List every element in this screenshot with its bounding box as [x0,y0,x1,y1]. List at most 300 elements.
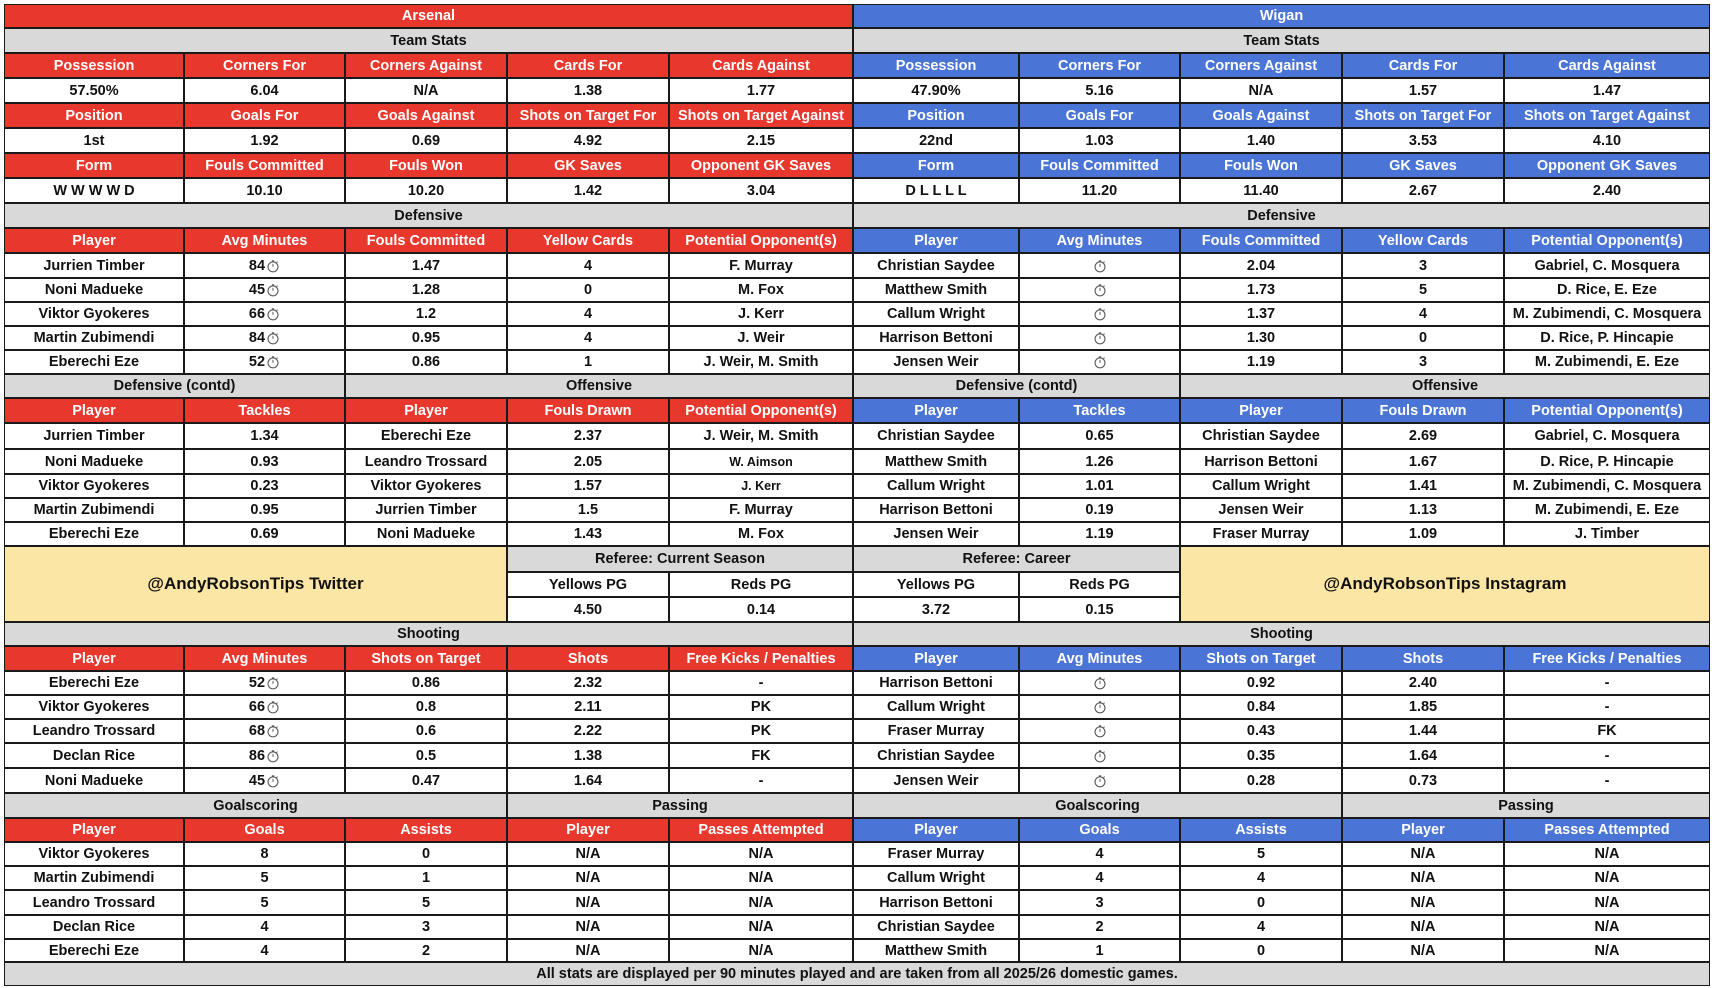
table-cell [1342,768,1504,793]
stat-header-text: Possession [895,57,977,74]
stopwatch-icon [1093,724,1107,738]
ref-header-text: Yellows PG [548,576,628,593]
table-cell-text: FK [751,747,771,764]
stat-header [1180,153,1342,178]
stat-header-text: Fouls Committed [1040,157,1159,174]
table-cell [1504,522,1710,546]
table-cell [669,278,853,302]
table-cell-text: 1.19 [1246,354,1276,370]
stat-header-text: Position [907,107,965,124]
table-cell [1504,449,1710,474]
stat-value-text: 1.42 [573,182,603,199]
col-header [669,228,853,253]
table-cell [853,302,1019,326]
table-cell [1180,939,1342,962]
table-cell [669,743,853,768]
table-cell-text: 5 [260,894,269,911]
table-cell [853,498,1019,522]
col-header [184,398,345,423]
stat-header [184,153,345,178]
ref-value [507,597,669,622]
table-cell-text: 1.57 [573,478,603,494]
table-cell-text: 1 [1095,942,1104,959]
table-cell [669,522,853,546]
stat-value [184,78,345,103]
table-cell-text: 4 [1418,306,1428,322]
col-header [669,398,853,423]
col-header [853,818,1019,842]
stat-header-text: Cards Against [712,57,810,74]
table-cell-text: 1.01 [1085,478,1114,494]
table-cell [345,449,507,474]
table-cell [853,449,1019,474]
stopwatch-icon [266,259,280,273]
table-cell-text: 0.6 [415,723,437,739]
table-cell-text: Christian Saydee [877,919,995,935]
table-cell-text: 1 [421,870,431,886]
table-cell-text: - [1604,699,1610,715]
section-goalscoring-wigan [853,793,1342,818]
table-cell-text: 1.73 [1246,282,1276,298]
table-cell-text: 1.64 [1408,747,1438,764]
section-defensive-contd-wigan-text: Defensive (contd) [955,378,1078,394]
table-cell [4,326,184,350]
table-cell [4,743,184,768]
col-header [184,818,345,842]
table-cell-text: M. Fox [738,282,784,298]
stat-value-text: 1.92 [250,132,279,149]
stat-header [345,103,507,128]
stat-header-text: Corners Against [369,57,483,74]
stat-value-text: 1st [83,132,105,149]
stat-value [1504,128,1710,153]
table-cell [184,522,345,546]
table-cell [507,253,669,278]
col-header-text: Player [914,822,958,838]
stat-value [669,128,853,153]
section-offensive-wigan-text: Offensive [1411,378,1479,394]
table-cell-text: Harrison Bettoni [879,330,993,346]
stat-header-text: Shots on Target Against [678,107,844,124]
stat-header [1019,53,1180,78]
table-cell [507,939,669,962]
table-cell-text: Jensen Weir [893,354,979,370]
team-title-wigan [853,4,1710,28]
col-header [507,228,669,253]
table-cell [1019,474,1180,498]
stat-header [669,53,853,78]
table-cell [669,768,853,793]
table-cell [1019,743,1180,768]
col-header-text: Player [914,232,958,249]
stat-value [345,128,507,153]
table-cell-text: M. Zubimendi, E. Eze [1534,354,1680,370]
table-cell-text: Declan Rice [52,747,136,764]
stat-value [4,128,184,153]
col-header [4,398,184,423]
col-header-text: Shots [1402,650,1444,667]
stopwatch-icon [266,331,280,345]
stat-header [507,53,669,78]
table-cell [1180,423,1342,449]
stopwatch-icon [266,724,280,738]
table-cell-text: 1.41 [1408,478,1438,494]
table-cell-text: Fraser Murray [887,846,985,862]
stat-header [184,103,345,128]
col-header [345,398,507,423]
table-cell [507,695,669,719]
table-cell-text: - [758,675,764,691]
table-cell-text: N/A [1594,942,1620,959]
stat-value [853,178,1019,203]
table-cell [1504,350,1710,374]
table-cell-text: 0.8 [415,699,437,715]
table-cell [345,768,507,793]
table-cell [184,278,345,302]
table-cell [345,498,507,522]
stat-header-text: Cards Against [1558,57,1656,74]
table-cell [853,866,1019,890]
stat-header [1342,103,1504,128]
stopwatch-icon [1093,283,1107,297]
table-cell [345,695,507,719]
table-cell-text: 1.13 [1408,502,1438,518]
table-cell-text: N/A [748,894,774,911]
stat-header [4,53,184,78]
table-cell [669,326,853,350]
table-cell [1019,498,1180,522]
ref-header [669,572,853,597]
table-cell [4,768,184,793]
table-cell [184,671,345,695]
table-cell [4,939,184,962]
table-cell-text: 45 [248,282,266,298]
col-header-text: Fouls Committed [1201,232,1321,249]
stat-value-text: 1.47 [1592,82,1622,99]
stat-value-text: 1.38 [573,82,603,99]
table-cell-text: 0.19 [1085,502,1114,518]
table-cell [507,671,669,695]
col-header [1019,398,1180,423]
col-header-text: Yellow Cards [1377,232,1469,249]
table-cell-text: N/A [1410,942,1436,959]
stat-value [1019,178,1180,203]
section-passing-arsenal-text: Passing [652,797,708,814]
table-cell-text: 1.85 [1408,699,1438,715]
stat-value-text: 22nd [919,132,953,149]
stat-header [345,53,507,78]
table-cell-text: 0.23 [250,478,279,494]
table-cell [1019,915,1180,939]
section-defensive-arsenal-text: Defensive [394,207,463,224]
table-cell [1019,423,1180,449]
stat-header [1504,103,1710,128]
stat-header [669,153,853,178]
table-cell-text: Leandro Trossard [32,894,156,911]
table-cell [1342,866,1504,890]
table-cell-text: 0.35 [1246,747,1276,764]
stat-header [1342,153,1504,178]
col-header-text: Tackles [238,402,291,419]
table-cell [345,350,507,374]
table-cell [1019,939,1180,962]
table-cell-text: 3 [1095,894,1104,911]
col-header-text: Avg Minutes [221,232,308,249]
table-cell [4,474,184,498]
stat-value [1180,178,1342,203]
table-cell [507,449,669,474]
table-cell-text: J. Timber [1574,526,1640,542]
table-cell [669,350,853,374]
table-cell-text: Viktor Gyokeres [38,699,150,715]
table-cell-text: 0.43 [1246,723,1276,739]
table-cell [1342,522,1504,546]
col-header [1180,646,1342,671]
table-cell-text: Christian Saydee [877,747,995,764]
table-cell-text: Callum Wright [886,478,985,494]
stat-value [1180,78,1342,103]
col-header-text: Player [914,650,958,667]
table-cell [1342,890,1504,915]
stat-value [669,178,853,203]
table-cell [507,866,669,890]
table-cell-text: W. Aimson [729,454,793,469]
col-header-text: Potential Opponent(s) [685,232,837,249]
table-cell [1504,474,1710,498]
table-cell [4,302,184,326]
table-cell-text: Matthew Smith [884,942,988,959]
col-header-text: Player [1239,402,1283,419]
table-cell-text: J. Weir, M. Smith [703,354,819,370]
stat-value-text: 4.92 [573,132,603,149]
section-team-stats-wigan [853,28,1710,53]
table-cell-text: Eberechi Eze [48,354,140,370]
table-cell [4,423,184,449]
col-header-text: Avg Minutes [221,650,308,667]
table-cell-text: 5 [421,894,431,911]
table-cell [4,449,184,474]
table-cell [1019,695,1180,719]
table-cell-text: Harrison Bettoni [879,502,993,518]
table-cell-text: Noni Madueke [44,772,144,789]
table-cell-text: 0 [1256,894,1266,911]
table-cell-text: Viktor Gyokeres [38,478,150,494]
section-defensive-wigan-text: Defensive [1247,207,1316,224]
table-cell-text: Viktor Gyokeres [38,306,150,322]
col-header [507,398,669,423]
section-passing-wigan [1342,793,1710,818]
table-cell [853,768,1019,793]
col-header-text: Fouls Drawn [1379,402,1467,419]
table-cell-text: 4 [1095,870,1104,886]
ref-value [1019,597,1180,622]
table-cell-text: 52 [248,675,266,691]
table-cell-text: - [1604,772,1610,789]
table-cell-text: 68 [248,723,266,739]
instagram-promo-text: @AndyRobsonTips Instagram [1323,574,1567,593]
stat-header [507,153,669,178]
table-cell [184,326,345,350]
table-cell-text: 1.5 [577,502,599,518]
table-cell-text: J. Kerr [738,306,784,322]
col-header-text: Shots on Target [1206,650,1316,667]
stat-header-text: Goals Against [1212,107,1310,124]
col-header [1019,818,1180,842]
table-cell [853,423,1019,449]
table-cell-text: Eberechi Eze [380,428,472,444]
table-cell [184,302,345,326]
section-offensive-wigan [1180,374,1710,398]
col-header-text: Fouls Committed [366,232,486,249]
section-defensive-contd-arsenal [4,374,345,398]
table-cell-text: M. Zubimendi, E. Eze [1534,502,1680,518]
stat-header-text: Shots on Target For [1354,107,1492,124]
table-cell [1180,866,1342,890]
table-cell-text: J. Weir [737,330,785,346]
table-cell [1504,302,1710,326]
table-cell-text: D. Rice, P. Hincapie [1540,330,1674,346]
stat-header [184,53,345,78]
table-cell-text: 0 [421,846,431,862]
table-cell [1342,671,1504,695]
table-cell [1180,842,1342,866]
table-cell-text: 1.47 [411,257,441,274]
table-cell [507,474,669,498]
ref-value-text: 3.72 [921,601,951,618]
table-cell-text: 0.28 [1246,772,1276,789]
stat-value [1504,78,1710,103]
table-cell [669,842,853,866]
table-cell [1019,768,1180,793]
section-offensive-arsenal-text: Offensive [565,378,633,394]
table-cell [1019,326,1180,350]
table-cell-text: 4 [1256,870,1266,886]
table-cell-text: 5 [1418,282,1428,298]
table-cell-text: Noni Madueke [44,453,144,470]
col-header-text: Assists [1235,822,1287,838]
col-header-text: Player [914,402,958,419]
stat-value-text: 5.16 [1085,82,1114,99]
stat-value [184,178,345,203]
table-cell-text: 2.37 [573,428,603,444]
table-cell [4,890,184,915]
stat-header-text: Cards For [1388,57,1458,74]
section-shooting-arsenal [4,622,853,646]
table-cell-text: 0.73 [1408,772,1438,789]
table-cell [1180,326,1342,350]
table-cell-text: N/A [575,919,601,935]
stat-value-text: 1.57 [1408,82,1438,99]
table-cell [1342,842,1504,866]
col-header [669,646,853,671]
table-cell-text: 2.04 [1246,257,1276,274]
stopwatch-icon [1093,749,1107,763]
stat-value-text: 10.20 [407,182,445,199]
table-cell [184,768,345,793]
table-cell-text: 4 [260,942,269,959]
ref-header-text: Reds PG [1069,576,1130,593]
table-cell-text: 3 [1418,354,1428,370]
table-cell [1180,498,1342,522]
table-cell-text: Callum Wright [886,870,985,886]
table-cell-text: Eberechi Eze [48,675,140,691]
table-cell [669,719,853,743]
table-cell [1180,915,1342,939]
table-cell [507,278,669,302]
table-cell-text: Eberechi Eze [48,942,140,959]
col-header-text: Shots [567,650,609,667]
ref-value [853,597,1019,622]
table-cell [853,842,1019,866]
table-cell [1180,278,1342,302]
stat-value [1180,128,1342,153]
table-cell-text: 4 [260,919,269,935]
stat-value [1019,78,1180,103]
table-cell-text: 1.38 [573,747,603,764]
table-cell-text: Callum Wright [1211,478,1310,494]
stopwatch-icon [266,676,280,690]
table-cell-text: Harrison Bettoni [1204,453,1318,470]
table-cell [1342,743,1504,768]
table-cell-text: 66 [248,306,266,322]
table-cell-text: D. Rice, E. Eze [1557,282,1657,298]
stat-value-text: 2.15 [746,132,776,149]
table-cell-text: N/A [1410,894,1436,911]
stat-value-text: 3.53 [1408,132,1438,149]
table-cell [1504,278,1710,302]
stopwatch-icon [1093,259,1107,273]
ref-header-text: Reds PG [730,576,792,593]
col-header-text: Free Kicks / Penalties [1532,650,1682,667]
stat-header-text: Goals Against [377,107,475,124]
table-cell [853,474,1019,498]
table-cell [507,768,669,793]
table-cell-text: N/A [1594,870,1620,886]
table-cell [1180,350,1342,374]
table-cell-text: Gabriel, C. Mosquera [1534,257,1680,274]
table-cell-text: - [1604,675,1610,691]
table-cell [853,743,1019,768]
table-cell [1019,302,1180,326]
col-header-text: Avg Minutes [1056,650,1143,667]
stat-value-text: 3.04 [746,182,776,199]
table-cell [853,719,1019,743]
table-cell-text: Christian Saydee [877,428,995,444]
table-cell-text: 2.32 [573,675,603,691]
table-cell [184,423,345,449]
col-header-text: Shots on Target [371,650,481,667]
stat-value [4,78,184,103]
stat-header-text: Corners Against [1204,57,1318,74]
table-cell [669,423,853,449]
table-cell [853,915,1019,939]
stopwatch-icon [1093,307,1107,321]
table-cell-text: N/A [1410,846,1436,862]
stat-value-text: 57.50% [69,82,119,99]
col-header [507,646,669,671]
stat-header-text: Opponent GK Saves [1536,157,1678,174]
stat-header-text: Cards For [553,57,623,74]
table-cell-text: Callum Wright [886,699,985,715]
table-cell [1504,890,1710,915]
col-header [1504,818,1710,842]
table-cell [345,423,507,449]
table-cell [1504,743,1710,768]
table-cell-text: 1.28 [411,282,441,298]
col-header-text: Potential Opponent(s) [1531,232,1683,249]
table-cell-text: J. Weir, M. Smith [703,428,819,444]
stat-value-text: N/A [413,82,439,99]
